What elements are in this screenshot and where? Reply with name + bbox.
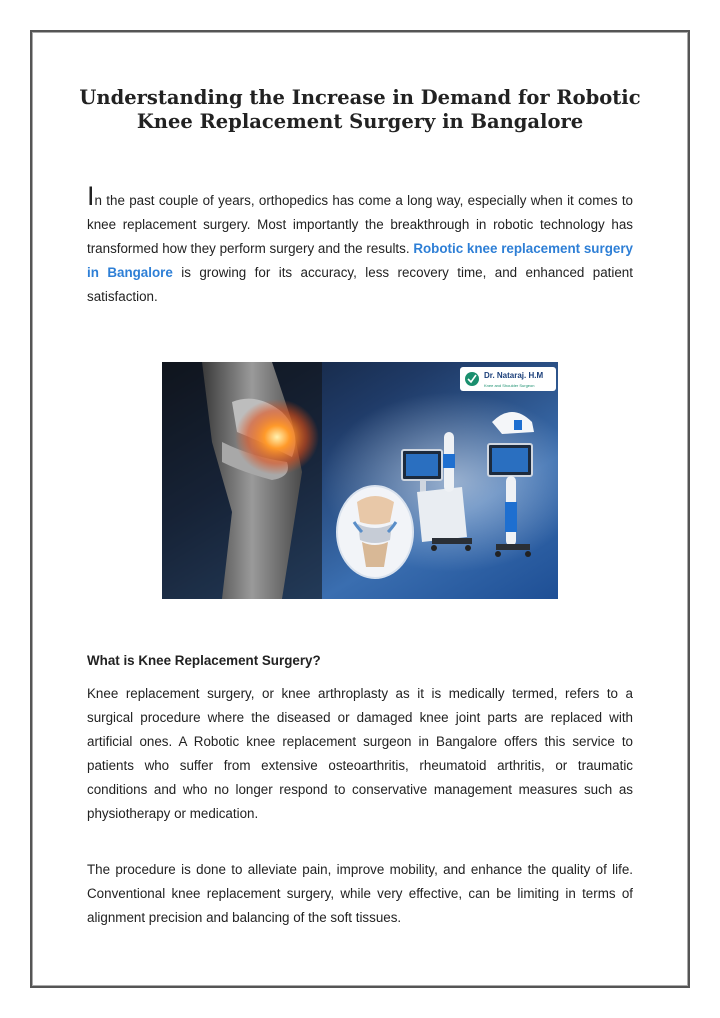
section-paragraph-1: Knee replacement surgery, or knee arthroplasty as it is medically termed, refers to a surgical procedure where the diseased or damaged knee joint parts are replaced with artificial ones. A Robotic knee replacement surgeon in Bangalore offers this service to patients who suffer from extensive osteoarthritis, rheumatoid arthritis, or traumatic conditions and who no longer respond to conservative management measures such as physiotherapy or medication. <box>87 686 633 821</box>
robotic-surgery-link[interactable]: Robotic knee replacement surgery in Bangalore <box>87 241 633 280</box>
logo-tagline: Knee and Shoulder Surgeon <box>484 383 535 388</box>
section-heading: What is Knee Replacement Surgery? <box>87 653 321 668</box>
intro-text: n the past couple of years, orthopedics has come a long way, especially when it comes to knee replacement surgery. Most importantly the breakthrough in robotic technology has transformed how they perform surgery and the results. <box>87 193 633 256</box>
intro-paragraph <box>87 181 633 309</box>
section-paragraph-2: The procedure is done to alleviate pain, improve mobility, and enhance the quality of life. Conventional knee replacement surgery, while very effective, can be limiting in terms of alignment precision and balancing of the soft tissues. <box>87 862 633 925</box>
page-title: Understanding the Increase in Demand for Robotic Knee Replacement Surgery in Bangalore <box>79 86 641 133</box>
hero-image <box>162 362 558 599</box>
logo-name: Dr. Nataraj. H.M <box>484 371 544 380</box>
intro-text-end: is growing for its accuracy, less recovery time, and enhanced patient satisfaction. <box>87 265 633 304</box>
dropcap: I <box>87 181 95 211</box>
